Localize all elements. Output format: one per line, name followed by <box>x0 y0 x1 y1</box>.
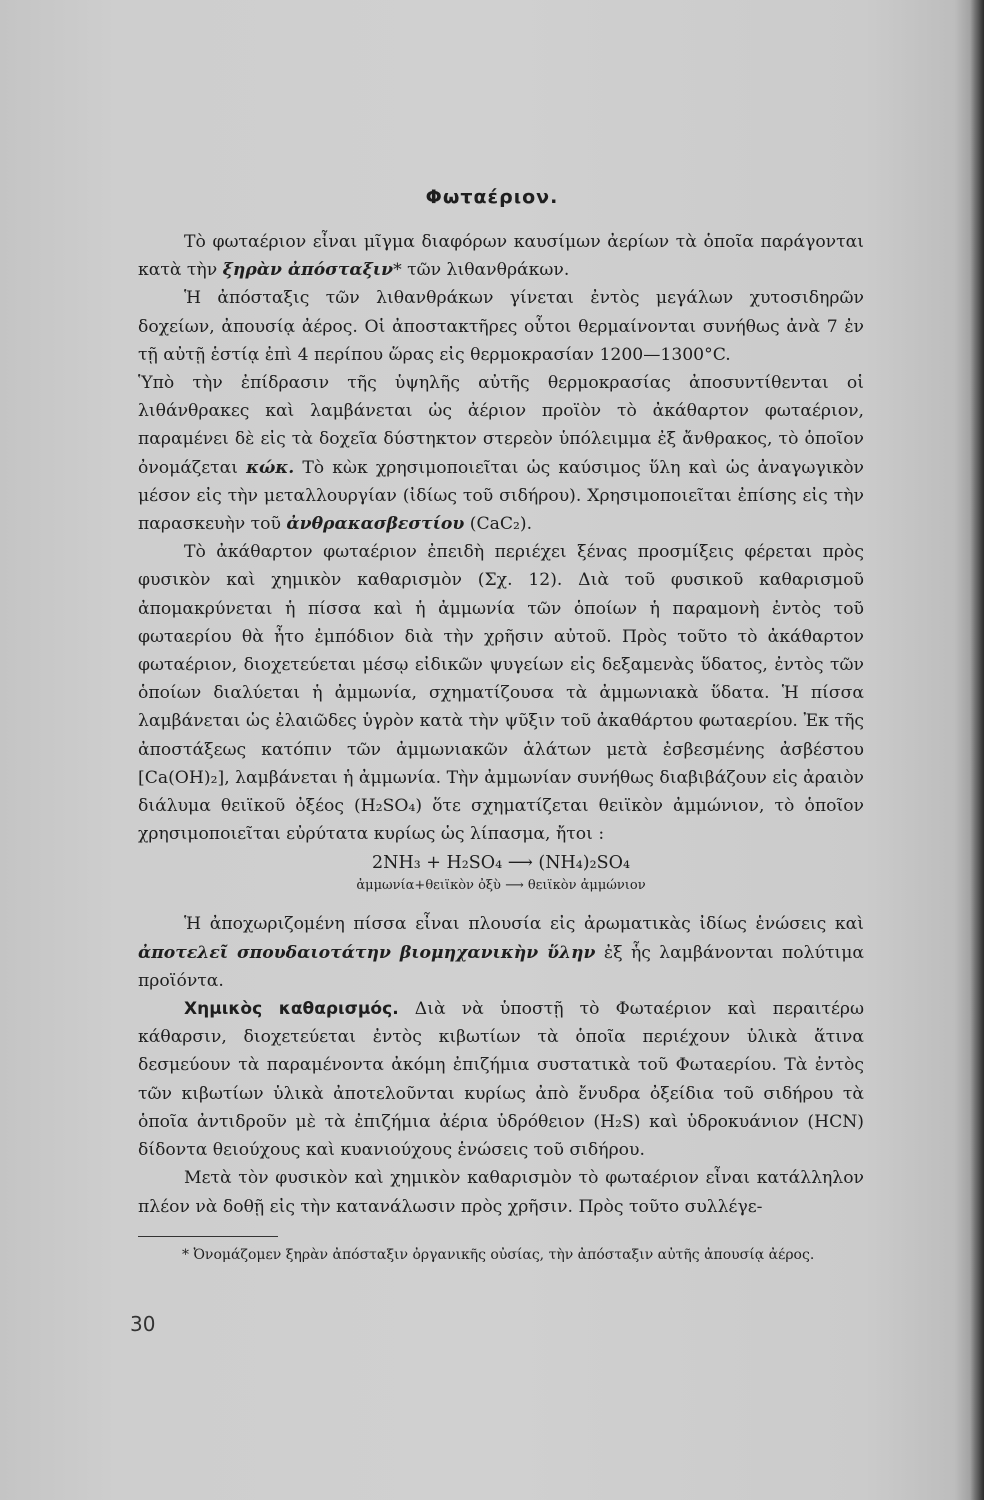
page-edge-shadow <box>970 0 984 1500</box>
chemical-equation: 2NH₃ + H₂SO₄ ⟶ (NH₄)₂SO₄ <box>372 853 630 874</box>
page-title: Φωταέριον. <box>425 186 559 208</box>
footnote: * Ὀνομάζομεν ξηρὰν ἀπόσταξιν ὀργανικῆς οὐσίας, τὴν ἀπόσταξιν αὐτῆς ἀπουσίᾳ ἀέρος. <box>182 1247 815 1263</box>
equation-caption: ἀμμωνία+θειϊκὸν ὀξὺ ⟶ θειϊκὸν ἀμμώνιον <box>356 878 646 894</box>
emphasis-coke: κώκ. <box>246 457 295 478</box>
paragraph-6: Χημικὸς καθαρισμός. Διὰ νὰ ὑποστῇ τὸ Φωταέριον καὶ περαιτέρω κάθαρσιν, διοχετεύεται ἐντὸς κιβωτίων τὰ ὁποῖα περιέχουν ὑλικὰ ἅτινα δεσμεύουν τὰ παραμένοντα ἀκόμη ἐπιζήμια συστατικὰ τοῦ Φωταερίου. Τὰ ἐντὸς τῶν κιβωτίων ὑλικὰ ἀποτελοῦνται κυρίως ἀπὸ ἔνυδρα ὀξείδια τοῦ σιδήρου τὰ ὁποῖα ἀντιδροῦν μὲ τὰ ἐπιζήμια ἀέρια ὑδρόθειον (H₂S) καὶ ὑδροκυάνιον (HCN) δίδοντα θειούχους καὶ κυανιούχους ἑνώσεις τοῦ σιδήρου. <box>138 999 864 1161</box>
footnote-divider <box>138 1236 278 1237</box>
page-number: 30 <box>130 1312 156 1336</box>
body-text <box>138 228 864 1221</box>
paragraph-7: Μετὰ τὸν φυσικὸν καὶ χημικὸν καθαρισμὸν τὸ φωταέριον εἶναι κατάλληλον πλέον νὰ δοθῇ εἰς τὴν κατανάλωσιν πρὸς χρῆσιν. Πρὸς τοῦτο συλλέγε- <box>138 1168 864 1217</box>
emphasis-dry-distillation: ξηρὰν ἀπόσταξιν <box>222 260 394 281</box>
paragraph-3: Ὑπὸ τὴν ἐπίδρασιν τῆς ὑψηλῆς αὐτῆς θερμοκρασίας ἀποσυντίθενται οἱ λιθάνθρακες καὶ λαμβάνεται ὡς ἀέριον προϊὸν τὸ ἀκάθαρτον φωταέριον, παραμένει δὲ εἰς τὰ δοχεῖα δύστηκτον στερεὸν ὑπόλειμμα ἐξ ἄνθρακος, τὸ ὁποῖον ὀνομάζεται κώκ. Τὸ κὼκ χρησιμοποιεῖται ὡς καύσιμος ὕλη καὶ ὡς ἀναγωγικὸν μέσον εἰς τὴν μεταλλουργίαν (ἰδίως τοῦ σιδήρου). Χρησιμοποιεῖται ἐπίσης εἰς τὴν παρασκευὴν τοῦ ἀνθρακασβεστίου (CaC₂). <box>138 373 864 535</box>
emphasis-industrial-material: ἀποτελεῖ σπουδαιοτάτην βιομηχανικὴν ὕλην <box>138 942 596 963</box>
paragraph-2: Ἡ ἀπόσταξις τῶν λιθανθράκων γίνεται ἐντὸς μεγάλων χυτοσιδηρῶν δοχείων, ἀπουσίᾳ ἀέρος. Οἱ ἀποστακτῆρες οὗτοι θερμαίνονται συνήθως ἀνὰ 7 ἐν τῇ αὐτῇ ἑστίᾳ ἐπὶ 4 περίπου ὥρας εἰς θερμοκρασίαν 1200—1300°C. <box>138 288 864 365</box>
paragraph-4: Τὸ ἀκάθαρτον φωταέριον ἐπειδὴ περιέχει ξένας προσμίξεις φέρεται πρὸς φυσικὸν καὶ χημικὸν καθαρισμὸν (Σχ. 12). Διὰ τοῦ φυσικοῦ καθαρισμοῦ ἀπομακρύνεται ἡ πίσσα καὶ ἡ ἀμμωνία τῶν ὁποίων ἡ παραμονὴ ἐντὸς τοῦ φωταερίου θὰ ἦτο ἐμπόδιον διὰ τὴν χρῆσιν αὐτοῦ. Πρὸς τοῦτο τὸ ἀκάθαρτον φωταέριον, διοχετεύεται μέσῳ εἰδικῶν ψυγείων εἰς δεξαμενὰς ὕδατος, ἐντὸς τῶν ὁποίων διαλύεται ἡ ἀμμωνία, σχηματίζουσα τὰ ἀμμωνιακὰ ὕδατα. Ἡ πίσσα λαμβάνεται ὡς ἐλαιῶδες ὑγρὸν κατὰ τὴν ψῦξιν τοῦ ἀκαθάρτου φωταερίου. Ἐκ τῆς ἀποστάξεως κατόπιν τῶν ἀμμωνιακῶν ἁλάτων μετὰ ἐσβεσμένης ἀσβέστου [Ca(OH)₂], λαμβάνεται ἡ ἀμμωνία. Τὴν ἀμμωνίαν συνήθως διαβιβάζουν εἰς ἀραιὸν διάλυμα θειϊκοῦ ὀξέος (H₂SO₄) ὅτε σχηματίζεται θειϊκὸν ἀμμώνιον, τὸ ὁποῖον χρησιμοποιεῖται εὐρύτατα κυρίως ὡς λίπασμα, ἤτοι : <box>138 542 864 845</box>
emphasis-calcium-carbide: ἀνθρακασβεστίου <box>286 514 465 535</box>
paragraph-5: Ἡ ἀποχωριζομένη πίσσα εἶναι πλουσία εἰς ἀρωματικὰς ἰδίως ἑνώσεις καὶ ἀποτελεῖ σπουδαιοτάτην βιομηχανικὴν ὕλην ἐξ ἧς λαμβάνονται πολύτιμα προϊόντα. <box>138 914 864 991</box>
paragraph-1: Τὸ φωταέριον εἶναι μῖγμα διαφόρων καυσίμων ἀερίων τὰ ὁποῖα παράγονται κατὰ τὴν ξηρὰν ἀπόσταξιν* τῶν λιθανθράκων. <box>138 232 864 281</box>
section-heading-chemical-purification: Χημικὸς καθαρισμός. <box>184 999 399 1020</box>
